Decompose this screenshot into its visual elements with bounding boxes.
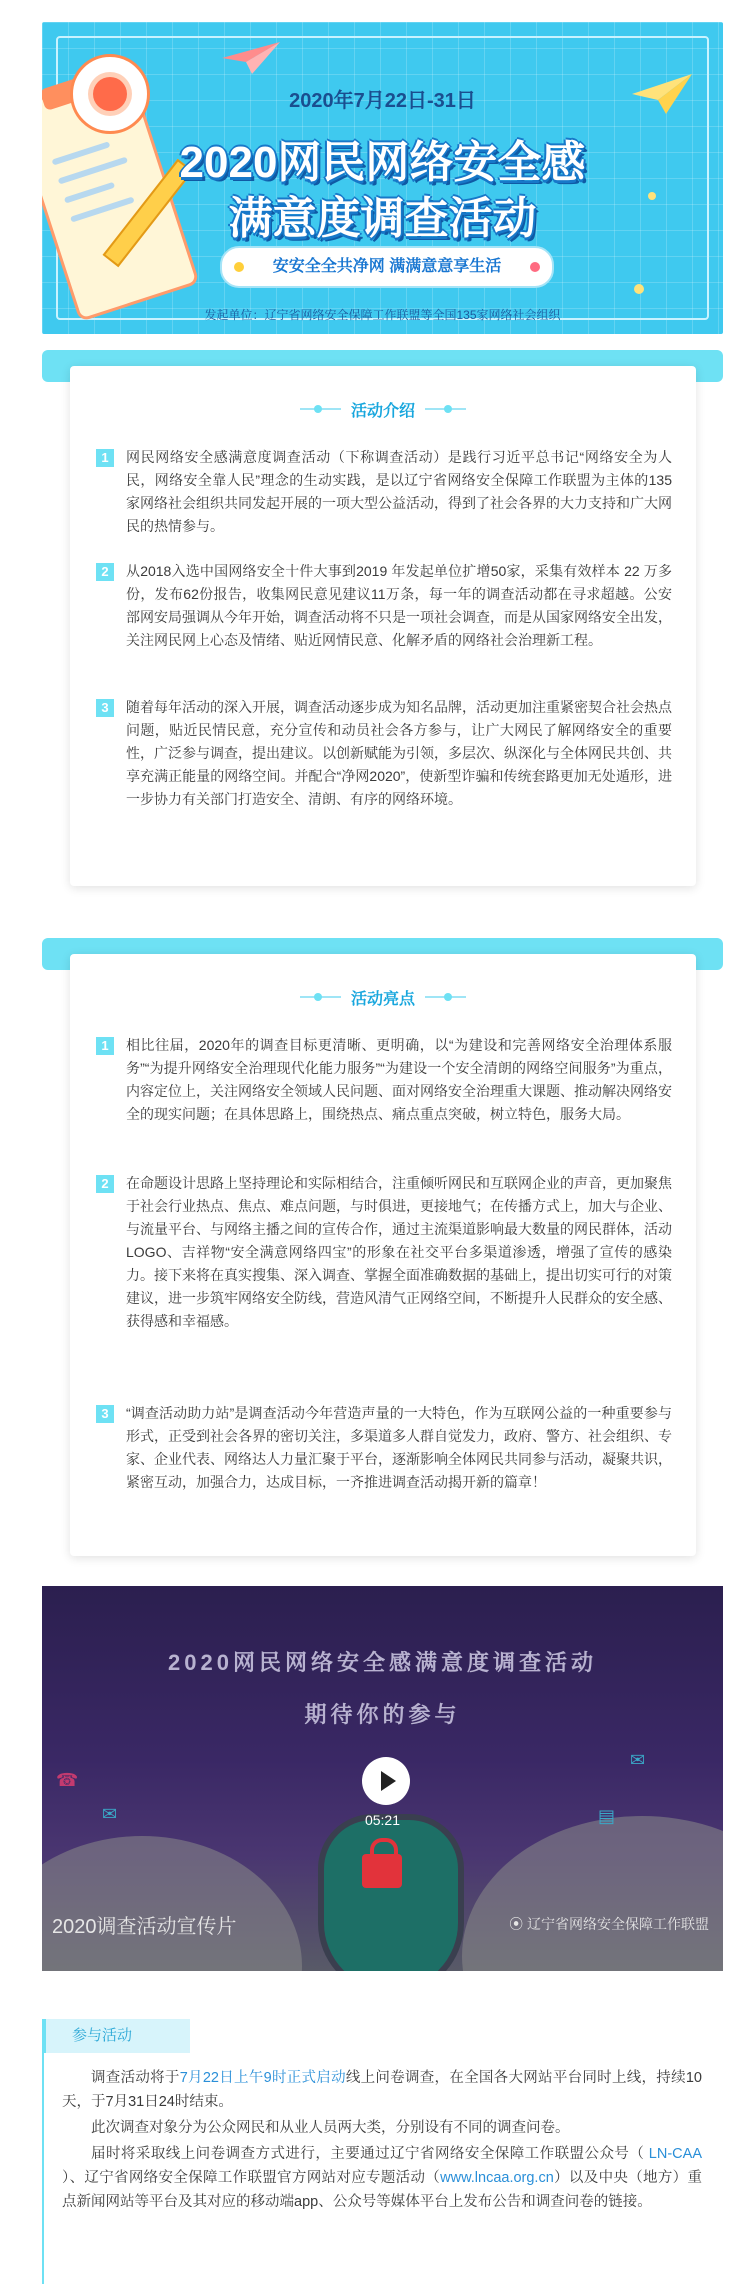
video-duration: 05:21 xyxy=(364,1812,401,1828)
item-number-badge: 3 xyxy=(96,699,114,717)
intro-item xyxy=(96,446,672,538)
p3-text: 届时将采取线上问卷调查方式进行，主要通过辽宁省网络安全保障工作联盟公众号（ xyxy=(91,2146,645,2162)
banner-title-line1: 2020网民网络安全感 xyxy=(179,138,586,187)
decor-hill xyxy=(462,1816,723,1971)
video-title: 2020网民网络安全感满意度调查活动 xyxy=(168,1650,597,1675)
video-watermark: ⦿ 辽宁省网络安全保障工作联盟 xyxy=(509,1914,709,1934)
item-number-badge: 2 xyxy=(96,563,114,581)
intro-item xyxy=(96,560,672,652)
play-button[interactable] xyxy=(362,1757,410,1805)
slogan-dot-left xyxy=(234,262,244,272)
start-time-highlight: 7月22日上午9时正式启动 xyxy=(179,2070,346,2086)
p3-text: ）、辽宁省网络安全保障工作联盟官方网站对应专题活动（ xyxy=(62,2170,441,2186)
intro-item xyxy=(96,696,672,811)
participation-paragraph: 此次调查对象分为公众网民和从业人员两大类，分别设有不同的调查问卷。 xyxy=(91,2120,570,2136)
promo-video-player[interactable] xyxy=(42,1586,723,1971)
sponsor-text: 发起单位：辽宁省网络安全保障工作联盟等全国135家网络社会组织 xyxy=(204,308,561,322)
highlight-item xyxy=(96,1402,672,1494)
wechat-account-link[interactable]: LN-CAA xyxy=(644,2146,702,2162)
highlights-card xyxy=(70,954,696,1556)
item-number-badge: 1 xyxy=(96,1037,114,1055)
event-date: 2020年7月22日-31日 xyxy=(289,90,476,112)
highlight-item-text: 在命题设计思路上坚持理论和实际相结合，注重倾听网民和互联网企业的声音，更加聚焦于社会行业热点、焦点、难点问题，与时俱进，更接地气；在传播方式上，加大与企业、与流量平台、与网络主播之间的宣传合作，通过主流渠道影响最大数量的网民群体，活动LOGO、吉祥物“安全满意网络四宝”的形象在社交平台多渠道渗透，增强了宣传的感染力。接下来将在真实搜集、深入调查、掌握全面准确数据的基础上，提出切实可行的对策建议，进一步筑牢网络安全防线，营造风清气正网络空间，不断提升人民群众的安全感、获得感和幸福感。 xyxy=(126,1175,672,1329)
intro-item-text: 随着每年活动的深入开展，调查活动逐步成为知名品牌，活动更加注重紧密契合社会热点问题，贴近民情民意，充分宣传和动员社会各方参与，让广大网民了解网络安全的重要性，广泛参与调查，提出建议。以创新赋能为引领，多层次、纵深化与全体网民共创、共享充满正能量的网络空间。并配合“净网2020”，使新型诈骗和传统套路更加无处遁形，进一步协力有关部门打造安全、清朗、有序的网络环境。 xyxy=(126,699,672,807)
decor-dot xyxy=(634,284,644,294)
shield-icon xyxy=(318,1814,464,1971)
mail-icon: ✉ xyxy=(630,1750,646,1770)
banner-title-line2: 满意度调查活动 xyxy=(228,194,537,243)
highlight-item xyxy=(96,1034,672,1126)
intro-item-text: 从2018入选中国网络安全十件大事到2019 年发起单位扩增50家，采集有效样本 22 万多份，发布62份报告，收集网民意见建议11万条，每一年的调查活动都在寻求超越。公安部网安局强调从今年开始，调查活动将不只是一项社会调查，而是从国家网络安全出发，关注网民网上心态及情绪、贴近网情民意、化解矛盾的网络社会治理新工程。 xyxy=(126,563,672,648)
paper-plane-icon xyxy=(222,40,282,76)
item-number-badge: 1 xyxy=(96,449,114,467)
participate-label: 参与活动 xyxy=(42,2019,190,2053)
intro-card xyxy=(70,366,696,886)
slogan-pill xyxy=(220,246,554,288)
intro-item-text: 网民网络安全感满意度调查活动（下称调查活动）是践行习近平总书记“网络安全为人民，网络安全靠人民”理念的生动实践，是以辽宁省网络安全保障工作联盟为主体的135家网络社会组织共同发起开展的一项大型公益活动，得到了社会各界的大力支持和广大网民的热情参与。 xyxy=(126,449,672,534)
video-caption: 2020调查活动宣传片 xyxy=(52,1916,237,1938)
slogan-dot-right xyxy=(530,262,540,272)
highlight-item-text: “调查活动助力站”是调查活动今年营造声量的一大特色，作为互联网公益的一种重要参与形式，正受到社会各界的密切关注，多渠道多人群自觉发力，政府、警方、社会组织、专家、企业代表、网络达人力量汇聚于平台，逐渐影响全体网民共同参与活动，凝聚共识，紧密互动，加强合力，达成目标，一齐推进调查活动揭开新的篇章！ xyxy=(126,1405,672,1490)
section-left-border xyxy=(42,2019,44,2284)
lock-icon xyxy=(362,1854,402,1888)
participation-paragraph xyxy=(62,2066,702,2114)
video-subtitle: 期待你的参与 xyxy=(304,1702,461,1727)
phone-icon: ✉ xyxy=(102,1804,118,1824)
item-number-badge: 3 xyxy=(96,1405,114,1423)
highlights-heading: 活动亮点 xyxy=(341,986,425,1009)
intro-heading: 活动介绍 xyxy=(341,398,425,421)
p1-text-end: 线上问卷调查，在全国各大网站平台同时上线，持续10天，于7月31日24时结束。 xyxy=(62,2070,702,2110)
participation-paragraph xyxy=(62,2142,702,2214)
highlight-item xyxy=(96,1172,672,1333)
chat-icon: ☎ xyxy=(56,1770,79,1790)
p3-text-end: ）以及中央（地方）重点新闻网站等平台及其对应的移动端app、公众号等媒体平台上发布公告和调查问卷的链接。 xyxy=(62,2170,703,2210)
item-number-badge: 2 xyxy=(96,1175,114,1193)
p1-text: 调查活动将于 xyxy=(91,2070,180,2086)
header-banner xyxy=(42,22,723,334)
highlight-item-text: 相比往届，2020年的调查目标更清晰、更明确，以“为建设和完善网络安全治理体系服务”“为提升网络安全治理现代化能力服务”“为建设一个安全清朗的网络空间服务”为重点，内容定位上，关注网络安全领域人民问题、面对网络安全治理重大课题、推动解决网络安全的现实问题；在具体思路上，围绕热点、痛点重点突破，树立特色，服务大局。 xyxy=(126,1037,672,1122)
official-website-link[interactable]: www.lncaa.org.cn xyxy=(440,2170,554,2186)
slogan-text: 安安全全共净网 满满意意享生活 xyxy=(272,258,502,275)
decor-hill xyxy=(42,1836,302,1971)
chart-icon: ▤ xyxy=(598,1806,616,1826)
